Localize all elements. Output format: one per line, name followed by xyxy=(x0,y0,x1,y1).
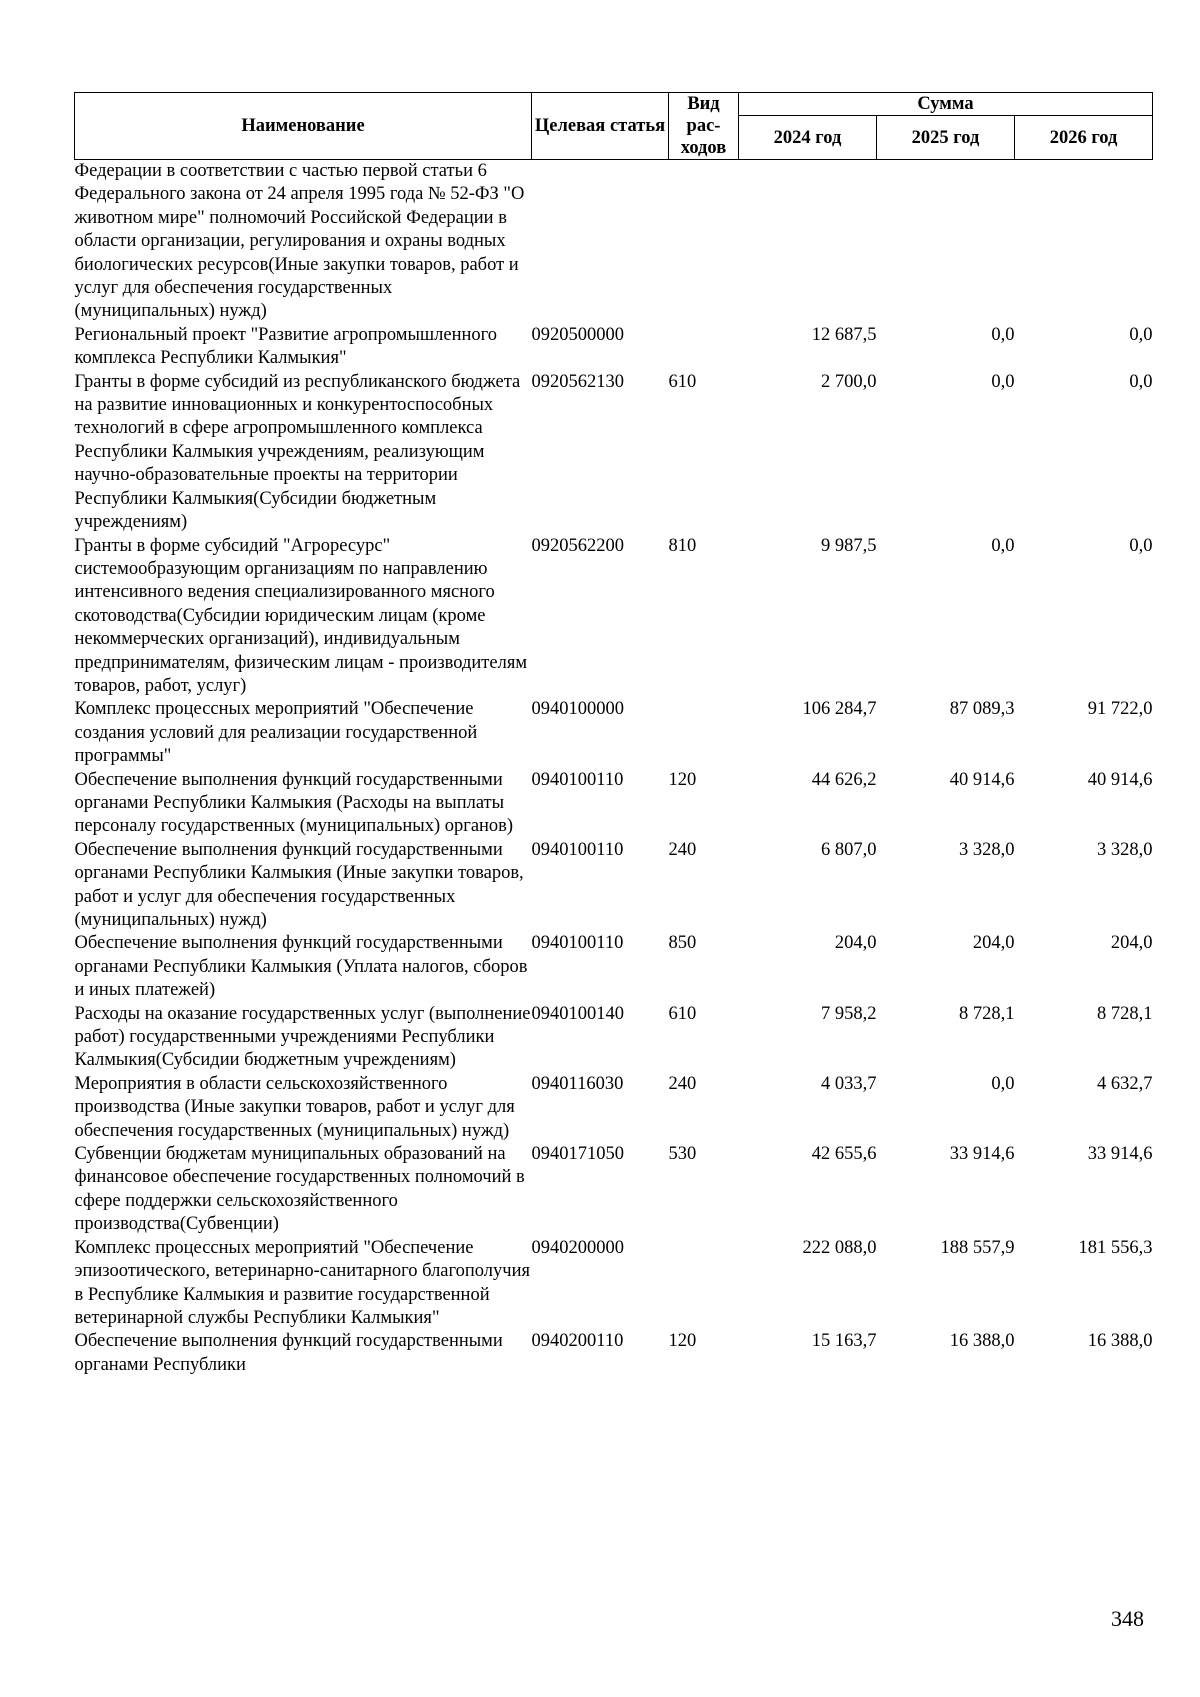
row-2026: 4 632,7 xyxy=(1097,1073,1153,1094)
row-name: Субвенции бюджетам муниципальных образований на финансовое обеспечение государственных полномочий в сфере поддержки сельскохозяйственного производства(Субвенции) xyxy=(74,1144,525,1235)
header-sum: Сумма xyxy=(739,93,1153,116)
row-code: 0940100110 xyxy=(531,933,624,954)
row-2025: 8 728,1 xyxy=(959,1003,1015,1024)
row-name: Обеспечение выполнения функций государственными органами Республики Калмыкия (Уплата налогов, сборов и иных платежей) xyxy=(74,933,528,1001)
row-2024: 4 033,7 xyxy=(821,1073,877,1094)
row-2024: 9 987,5 xyxy=(821,535,877,556)
row-2026: 33 914,6 xyxy=(1087,1144,1153,1165)
row-2025: 40 914,6 xyxy=(949,769,1015,790)
table-row xyxy=(75,1003,1153,1073)
row-kind: 240 xyxy=(668,1073,697,1094)
header-expense-kind xyxy=(669,93,739,160)
table-row xyxy=(75,1237,1153,1331)
row-2025: 0,0 xyxy=(991,535,1015,556)
header-expense-kind-line-2: рас- xyxy=(686,116,721,136)
row-kind: 610 xyxy=(668,371,697,392)
row-kind: 610 xyxy=(668,1003,697,1024)
row-code: 0940100110 xyxy=(531,769,624,790)
row-code xyxy=(532,160,669,324)
row-2026: 181 556,3 xyxy=(1078,1237,1153,1258)
table-row xyxy=(75,769,1153,839)
row-code: 0920562130 xyxy=(531,371,624,392)
row-2024: 222 088,0 xyxy=(802,1237,877,1258)
row-code: 0940100110 xyxy=(531,839,624,860)
row-2024: 2 700,0 xyxy=(821,371,877,392)
row-2026: 3 328,0 xyxy=(1097,839,1153,860)
row-kind: 850 xyxy=(668,933,697,954)
row-2024: 6 807,0 xyxy=(821,839,877,860)
header-expense-kind-line-3: ходов xyxy=(680,138,727,158)
table-row xyxy=(75,1330,1153,1377)
row-kind xyxy=(669,160,739,324)
row-2026: 204,0 xyxy=(1110,933,1153,954)
document-page xyxy=(74,92,1152,1377)
row-name: Гранты в форме субсидий из республиканского бюджета на развитие инновационных и конкурентоспособных технологий в сфере агропромышленного комплекса Республики Калмыкия учреждениям, реализующим научно-образовательные проекты на территории Республики Калмыкия(Субсидии бюджетным учреждениям) xyxy=(74,371,521,533)
row-code: 0940116030 xyxy=(531,1073,624,1094)
row-2024: 15 163,7 xyxy=(811,1331,877,1352)
row-2024 xyxy=(739,160,877,324)
row-name: Федерации в соответствии с частью первой статьи 6 Федерального закона от 24 апреля 1995 года № 52-ФЗ "О животном мире" полномочий Российской Федерации в области организации, регулирования и охраны водных биологических ресурсов(Иные закупки товаров, работ и услуг для обеспечения государственных (муниципальных) нужд) xyxy=(74,161,525,322)
row-name: Комплекс процессных мероприятий "Обеспечение эпизоотического, ветеринарно-санитарного благополучия в Республике Калмыкия и развитие государственной ветеринарной службы Республики Калмыкия" xyxy=(74,1237,530,1328)
page-number: 348 xyxy=(1111,1606,1144,1631)
table-row xyxy=(75,1143,1153,1237)
table-row xyxy=(75,839,1153,933)
row-name: Региональный проект "Развитие агропромышленного комплекса Республики Калмыкия" xyxy=(74,324,498,369)
row-2025 xyxy=(877,160,1015,324)
header-target-article: Целевая статья xyxy=(532,93,669,160)
row-code: 0940200000 xyxy=(531,1237,624,1258)
row-2025: 0,0 xyxy=(991,324,1015,345)
table-row xyxy=(75,698,1153,768)
row-kind: 810 xyxy=(668,535,697,556)
row-2026: 0,0 xyxy=(1129,535,1153,556)
row-name: Обеспечение выполнения функций государственными органами Республики xyxy=(74,1331,503,1375)
header-name: Наименование xyxy=(75,93,532,160)
table-row xyxy=(75,932,1153,1002)
row-2025: 188 557,9 xyxy=(940,1237,1015,1258)
row-name: Гранты в форме субсидий "Агроресурс" системообразующим организациям по направлению интенсивного ведения специализированного мясного скотоводства(Субсидии юридическим лицам (кроме некоммерческих организаций), индивидуальным предпринимателям, физическим лицам - производителям товаров, работ, услуг) xyxy=(74,535,528,696)
row-2025: 3 328,0 xyxy=(959,839,1015,860)
budget-table xyxy=(74,92,1153,1377)
row-2026: 40 914,6 xyxy=(1087,769,1153,790)
row-name: Обеспечение выполнения функций государственными органами Республики Калмыкия (Иные закупки товаров, работ и услуг для обеспечения государственных (муниципальных) нужд) xyxy=(74,839,524,930)
row-2026: 8 728,1 xyxy=(1097,1003,1153,1024)
header-year-2024: 2024 год xyxy=(739,116,877,160)
row-2025: 33 914,6 xyxy=(949,1144,1015,1165)
row-2025: 204,0 xyxy=(972,933,1015,954)
row-code: 0940100000 xyxy=(531,699,624,720)
row-2024: 44 626,2 xyxy=(811,769,877,790)
table-row xyxy=(75,535,1153,699)
row-kind xyxy=(669,1237,739,1331)
row-code: 0940200110 xyxy=(531,1331,624,1352)
table-row xyxy=(75,324,1153,371)
row-code: 0940171050 xyxy=(531,1144,624,1165)
row-2025: 87 089,3 xyxy=(949,699,1015,720)
row-2024: 42 655,6 xyxy=(811,1144,877,1165)
row-kind: 120 xyxy=(668,769,697,790)
row-2025: 0,0 xyxy=(991,371,1015,392)
row-2026: 0,0 xyxy=(1129,371,1153,392)
row-kind: 240 xyxy=(668,839,697,860)
row-2026: 16 388,0 xyxy=(1087,1331,1153,1352)
row-2024: 204,0 xyxy=(834,933,877,954)
row-code: 0920562200 xyxy=(531,535,624,556)
row-kind: 120 xyxy=(668,1331,697,1352)
row-code: 0920500000 xyxy=(531,324,624,345)
row-2026: 91 722,0 xyxy=(1087,699,1153,720)
table-body xyxy=(75,160,1153,1378)
row-2024: 106 284,7 xyxy=(802,699,877,720)
row-2024: 7 958,2 xyxy=(821,1003,877,1024)
header-year-2026: 2026 год xyxy=(1015,116,1153,160)
row-2025: 0,0 xyxy=(991,1073,1015,1094)
row-name: Обеспечение выполнения функций государственными органами Республики Калмыкия (Расходы на выплаты персоналу государственных (муниципальных) органов) xyxy=(74,769,514,837)
row-2025: 16 388,0 xyxy=(949,1331,1015,1352)
header-expense-kind-line-1: Вид xyxy=(687,94,720,114)
row-2026 xyxy=(1015,160,1153,324)
row-name: Расходы на оказание государственных услуг (выполнение работ) государственными учреждениями Республики Калмыкия(Субсидии бюджетным учреждениям) xyxy=(74,1003,531,1071)
row-kind xyxy=(669,324,739,371)
row-name: Комплекс процессных мероприятий "Обеспечение создания условий для реализации государственной программы" xyxy=(74,699,478,767)
table-row xyxy=(75,160,1153,324)
row-2024: 12 687,5 xyxy=(811,324,877,345)
row-kind xyxy=(669,698,739,768)
row-code: 0940100140 xyxy=(531,1003,624,1024)
table-header xyxy=(75,93,1153,160)
row-2026: 0,0 xyxy=(1129,324,1153,345)
table-row xyxy=(75,1073,1153,1143)
table-row xyxy=(75,371,1153,535)
header-year-2025: 2025 год xyxy=(877,116,1015,160)
row-kind: 530 xyxy=(668,1144,697,1165)
row-name: Мероприятия в области сельскохозяйственного производства (Иные закупки товаров, работ и услуг для обеспечения государственных (муниципальных) нужд) xyxy=(74,1073,515,1141)
